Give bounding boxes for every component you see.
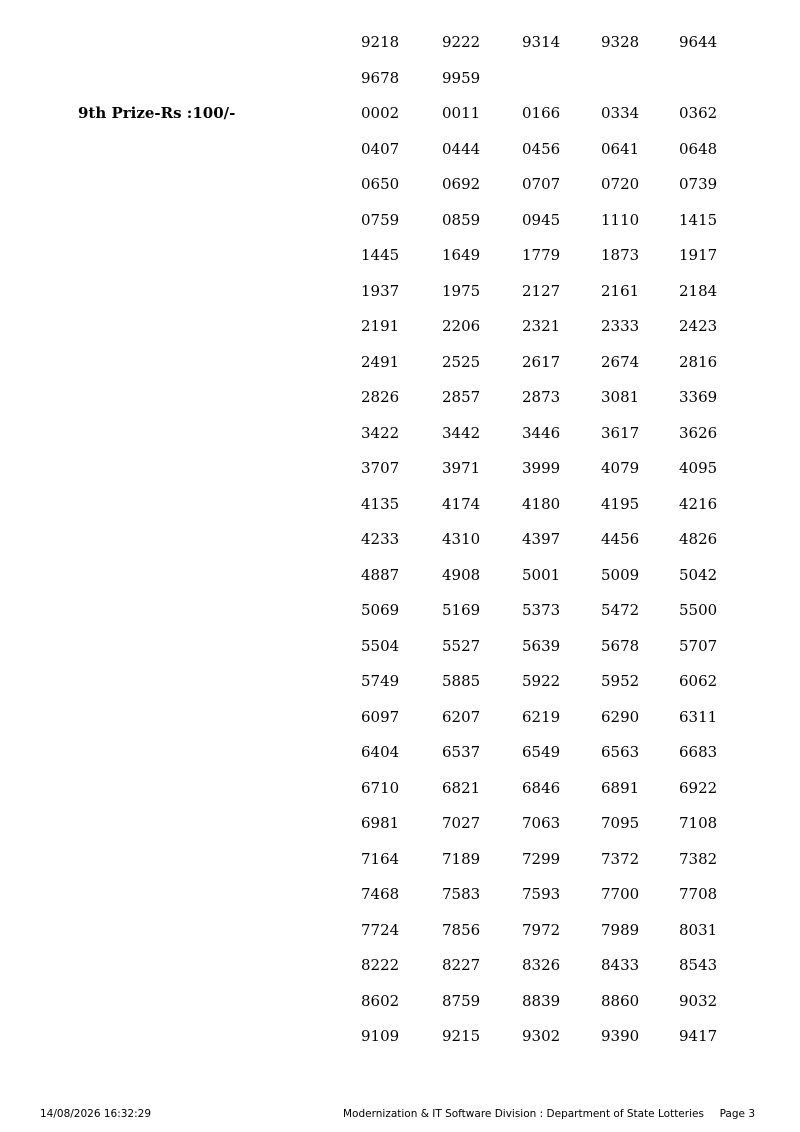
ticket-number: 2321: [522, 317, 561, 335]
number-row: [0, 741, 800, 777]
ticket-number: 6891: [601, 778, 640, 797]
ticket-number: 0859: [442, 210, 481, 229]
ticket-number: 0739: [679, 175, 718, 193]
ticket-number: 3626: [679, 423, 718, 442]
ticket-number: 8602: [361, 991, 400, 1010]
number-row: [0, 954, 800, 990]
number-row: [0, 280, 800, 316]
ticket-number: 6563: [601, 743, 640, 761]
ticket-number: 2127: [522, 281, 561, 300]
ticket-number: 0720: [601, 175, 640, 193]
ticket-number: 0011: [442, 104, 481, 122]
ticket-number: 1975: [442, 281, 481, 300]
ticket-number: 4887: [361, 565, 400, 584]
number-row: [0, 457, 800, 493]
ticket-number: 7063: [522, 814, 561, 832]
ticket-number: 5749: [361, 672, 400, 690]
ticket-number: 4095: [679, 459, 718, 477]
ticket-number: 2191: [361, 317, 400, 335]
number-row: [0, 422, 800, 458]
number-row: [0, 173, 800, 209]
number-row: [0, 1025, 800, 1061]
ticket-number: 7095: [601, 814, 640, 832]
ticket-number: 0759: [361, 210, 400, 229]
ticket-number: 6710: [361, 778, 400, 797]
ticket-number: 6219: [522, 707, 561, 726]
ticket-number: 2206: [442, 317, 481, 335]
ticket-number: 7108: [679, 814, 718, 832]
ticket-number: 9959: [442, 68, 481, 87]
ticket-number: 2674: [601, 352, 640, 371]
ticket-number: 1649: [442, 246, 481, 264]
ticket-number: 0002: [361, 104, 400, 122]
number-row: [0, 599, 800, 635]
ticket-number: 1873: [601, 246, 640, 264]
ticket-number: 4135: [361, 494, 400, 513]
number-row: [0, 635, 800, 671]
ticket-number: 7382: [679, 849, 718, 868]
ticket-number: 8543: [679, 956, 718, 974]
ticket-number: 2423: [679, 317, 718, 335]
number-row: [0, 67, 800, 103]
number-row: [0, 244, 800, 280]
number-row: [0, 209, 800, 245]
ticket-number: 6549: [522, 743, 561, 761]
ticket-number: 7372: [601, 849, 640, 868]
ticket-number: 0362: [679, 104, 718, 122]
ticket-number: 6537: [442, 743, 481, 761]
ticket-number: 5169: [442, 601, 481, 619]
ticket-number: 0692: [442, 175, 481, 193]
ticket-number: 5504: [361, 636, 400, 655]
ticket-number: 6683: [679, 743, 718, 761]
footer-page-number: Page 3: [719, 1108, 755, 1120]
number-row: [0, 351, 800, 387]
ticket-number: 6821: [442, 778, 481, 797]
ticket-number: 7593: [522, 885, 561, 903]
ticket-number: 4908: [442, 565, 481, 584]
ticket-number: 9109: [361, 1027, 400, 1045]
ticket-number: 6311: [679, 707, 718, 726]
number-row: [0, 883, 800, 919]
ticket-number: 0444: [442, 139, 481, 158]
ticket-number: 3971: [442, 459, 481, 477]
ticket-number: 0648: [679, 139, 718, 158]
ticket-number: 5001: [522, 565, 561, 584]
ticket-number: 2826: [361, 388, 400, 406]
ticket-number: 4456: [601, 530, 640, 548]
ticket-number: 3081: [601, 388, 640, 406]
ticket-number: 9222: [442, 33, 481, 51]
ticket-number: 5069: [361, 601, 400, 619]
ticket-number: 6846: [522, 778, 561, 797]
footer-department: Modernization & IT Software Division : Department of State Lotteries: [343, 1108, 704, 1120]
ticket-number: 8222: [361, 956, 400, 974]
ticket-number: 2525: [442, 352, 481, 371]
ticket-number: 3422: [361, 423, 400, 442]
ticket-number: 0166: [522, 104, 561, 122]
ticket-number: 6207: [442, 707, 481, 726]
ticket-number: 3617: [601, 423, 640, 442]
ticket-number: 3707: [361, 459, 400, 477]
ticket-number: 3999: [522, 459, 561, 477]
page-footer: [0, 1106, 800, 1122]
ticket-number: 3442: [442, 423, 481, 442]
ticket-number: 0650: [361, 175, 400, 193]
ticket-number: 7583: [442, 885, 481, 903]
ticket-number: 7724: [361, 920, 400, 939]
ticket-number: 8839: [522, 991, 561, 1010]
ticket-number: 4397: [522, 530, 561, 548]
number-row: [0, 777, 800, 813]
ticket-number: 8433: [601, 956, 640, 974]
ticket-number: 4195: [601, 494, 640, 513]
ticket-number: 4174: [442, 494, 481, 513]
ticket-number: 1110: [601, 210, 640, 229]
ticket-number: 8860: [601, 991, 640, 1010]
number-row: [0, 138, 800, 174]
ticket-number: 2873: [522, 388, 561, 406]
ticket-number: 9314: [522, 33, 561, 51]
ticket-number: 0456: [522, 139, 561, 158]
ticket-number: 5639: [522, 636, 561, 655]
ticket-number: 4216: [679, 494, 718, 513]
ticket-number: 2184: [679, 281, 718, 300]
number-row: [0, 386, 800, 422]
ticket-number: 5678: [601, 636, 640, 655]
ticket-number: 4233: [361, 530, 400, 548]
ticket-number: 4310: [442, 530, 481, 548]
ticket-number: 1937: [361, 281, 400, 300]
number-row: [0, 493, 800, 529]
number-row: [0, 102, 800, 138]
number-row: [0, 670, 800, 706]
ticket-number: 7189: [442, 849, 481, 868]
ticket-number: 8326: [522, 956, 561, 974]
ticket-number: 6290: [601, 707, 640, 726]
ticket-number: 9218: [361, 33, 400, 51]
ticket-number: 9644: [679, 33, 718, 51]
ticket-number: 5373: [522, 601, 561, 619]
ticket-number: 4079: [601, 459, 640, 477]
ticket-number: 4826: [679, 530, 718, 548]
ticket-number: 6922: [679, 778, 718, 797]
ticket-number: 7989: [601, 920, 640, 939]
ticket-number: 0707: [522, 175, 561, 193]
ticket-number: 9678: [361, 68, 400, 87]
ticket-number: 7027: [442, 814, 481, 832]
number-row: [0, 564, 800, 600]
ticket-number: 6097: [361, 707, 400, 726]
ticket-number: 7972: [522, 920, 561, 939]
ticket-number: 9302: [522, 1027, 561, 1045]
ticket-number: 6062: [679, 672, 718, 690]
ticket-number: 2491: [361, 352, 400, 371]
ticket-number: 2161: [601, 281, 640, 300]
ticket-number: 5707: [679, 636, 718, 655]
ticket-number: 7856: [442, 920, 481, 939]
number-row: [0, 31, 800, 67]
footer-timestamp: 14/08/2026 16:32:29: [40, 1108, 152, 1120]
ticket-number: 6404: [361, 743, 400, 761]
ticket-number: 2617: [522, 352, 561, 371]
ticket-number: 9417: [679, 1027, 718, 1045]
ticket-number: 0641: [601, 139, 640, 158]
ticket-number: 7708: [679, 885, 718, 903]
ticket-number: 6981: [361, 814, 400, 832]
ticket-number: 2857: [442, 388, 481, 406]
prize-label: 9th Prize-Rs :100/-: [78, 104, 236, 122]
ticket-number: 9390: [601, 1027, 640, 1045]
ticket-number: 5472: [601, 601, 640, 619]
ticket-number: 3446: [522, 423, 561, 442]
number-row: [0, 812, 800, 848]
ticket-number: 1415: [679, 210, 718, 229]
ticket-number: 7164: [361, 849, 400, 868]
ticket-number: 0407: [361, 139, 400, 158]
number-row: [0, 990, 800, 1026]
ticket-number: 3369: [679, 388, 718, 406]
ticket-number: 4180: [522, 494, 561, 513]
ticket-number: 5009: [601, 565, 640, 584]
number-row: [0, 919, 800, 955]
ticket-number: 9032: [679, 991, 718, 1010]
ticket-number: 7299: [522, 849, 561, 868]
ticket-number: 5527: [442, 636, 481, 655]
ticket-number: 1917: [679, 246, 718, 264]
ticket-number: 8031: [679, 920, 718, 939]
number-row: [0, 315, 800, 351]
number-row: [0, 848, 800, 884]
ticket-number: 1445: [361, 246, 400, 264]
ticket-number: 5952: [601, 672, 640, 690]
ticket-number: 8759: [442, 991, 481, 1010]
ticket-number: 7700: [601, 885, 640, 903]
ticket-number: 0334: [601, 104, 640, 122]
ticket-number: 7468: [361, 885, 400, 903]
ticket-number: 9215: [442, 1027, 481, 1045]
ticket-number: 2333: [601, 317, 640, 335]
ticket-number: 9328: [601, 33, 640, 51]
ticket-number: 5885: [442, 672, 481, 690]
ticket-number: 2816: [679, 352, 718, 371]
number-row: [0, 706, 800, 742]
number-row: [0, 528, 800, 564]
ticket-number: 5500: [679, 601, 718, 619]
ticket-number: 5922: [522, 672, 561, 690]
ticket-number: 8227: [442, 956, 481, 974]
ticket-number: 0945: [522, 210, 561, 229]
ticket-number: 5042: [679, 565, 718, 584]
ticket-number: 1779: [522, 246, 561, 264]
